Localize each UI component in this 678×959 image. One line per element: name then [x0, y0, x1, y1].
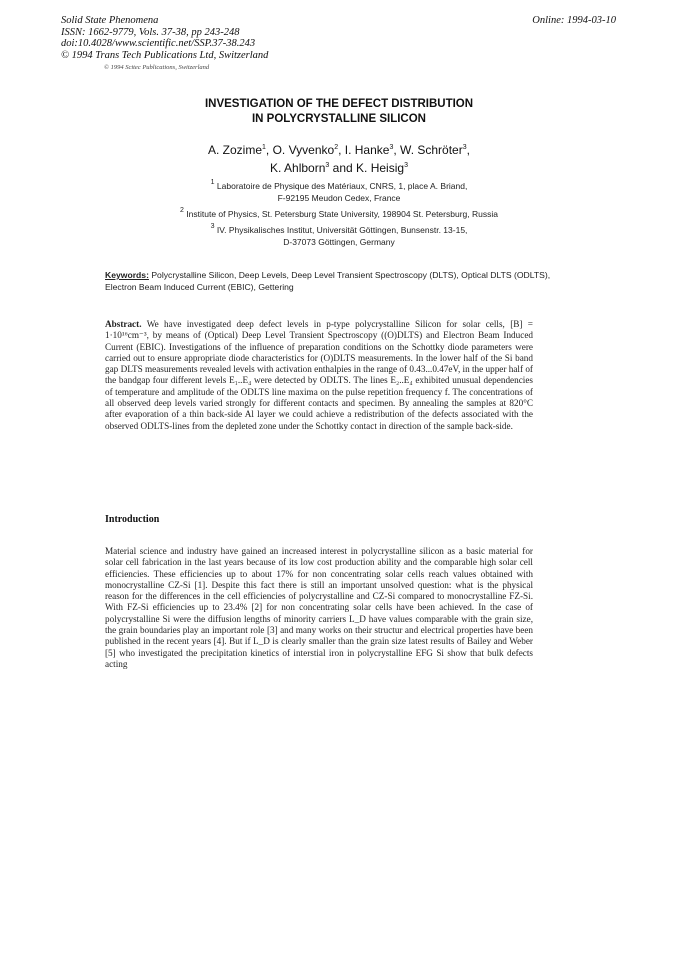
- author-name: I. Hanke: [344, 143, 390, 157]
- introduction-body: Material science and industry have gained an increased interest in polycrystalline silicon as a basic material for solar cell fabrication in the last years because of its low cost production ability and the comparable high solar cell efficiencies. These efficiencies up to about 17% for non concentrating solar cells reach values obtained with monocrystalline CZ-Si [1]. Despite this fact there is still an important unsolved question: what is the physical reason for the differences in the cell efficiencies of polycrystalline and CZ-Si compared to monocrystalline FZ-Si. With FZ-Si efficiencies up to 23.4% [2] for non concentrating solar cells have been achieved. In the case of polycrystalline Si were the diffusion lengths of minority carriers L_D have values comparable with the grain size, the grain boundaries play an important role [3] and many works on their structur and electrical properties have been published in the recent years [4]. But if L_D is clearly smaller than the grain size latest results of Bailey and Weber [5] who investigated the precipitation kinetics of interstial iron in polycrystalline EFG Si show that bulk defects acting: [105, 546, 533, 669]
- author-name: W. Schröter: [400, 143, 463, 157]
- affiliation-text: Laboratoire de Physique des Matériaux, CNRS, 1, place A. Briand,: [216, 181, 468, 191]
- abstract-text: We have investigated deep defect levels in p-type polycrystalline Silicon for solar cells, [B] = 1·10¹⁶cm⁻³, by means of (Optical) Deep Level Transient Spectroscopy ((O)DLTS) and Electron Beam Induced Current (EBIC). Investigations of the influence of preparation conditions on the Schottky diode parameters were carried out to ensure appropriate diode characteristics for (O)DLTS measurements. In the lower half of the Si band gap DLTS measurements revealed levels with activation enthalpies in the range of 0.43...0.47eV, in the upper half of the bandgap four different levels E₁..E₄ were detected by ODLTS. The lines E₂..E₄ exhibited unusual dependencies of temperature and amplitude of the ODLTS line maxima on the pulse repetition frequency f. The concentrations of all observed deep levels varied strongly for different contacts and specimen. By annealing the samples at 820°C after evaporation of a thin back-side Al layer we could achieve a redistribution of the defects associated with the observed ODLTS-lines from the depleted zone under the Schottky contact in direction of the sample back-side.: [105, 319, 533, 431]
- author-affiliation-mark: 2: [334, 144, 339, 151]
- abstract-label: Abstract.: [105, 319, 142, 329]
- paper-title: [0, 97, 678, 127]
- abstract-block: [105, 319, 533, 432]
- journal-header: [61, 15, 268, 61]
- authors-line-1: A. Zozime$^1$, O. Vyvenko$^2$, I. Hanke$^3$, W. Schröter$^3$,: [208, 143, 470, 157]
- title-line-1: INVESTIGATION OF THE DEFECT DISTRIBUTION: [204, 98, 474, 110]
- copyright-line: © 1994 Trans Tech Publications Ltd, Switzerland: [61, 49, 269, 61]
- affiliation-3-line-2: D-37073 Göttingen, Germany: [283, 236, 395, 247]
- authors-line-2: [0, 158, 678, 176]
- author-name: K. Ahlborn: [270, 161, 326, 175]
- keywords-label: Keywords:: [105, 270, 149, 280]
- affiliation-mark: 1: [210, 179, 215, 186]
- author-list: [0, 140, 678, 176]
- author-affiliation-mark: 3: [404, 162, 408, 169]
- author-name: O. Vyvenko: [272, 143, 335, 157]
- author-affiliation-mark: 3: [462, 144, 467, 151]
- affiliation-1: [0, 177, 678, 204]
- affiliation-1-line-1: [0, 177, 678, 193]
- author-name: K. Heisig: [356, 161, 405, 175]
- publisher-stamp: © 1994 Scitec Publications, Switzerland: [104, 64, 210, 71]
- author-conjunction: and: [332, 161, 353, 175]
- journal-name: Solid State Phenomena: [61, 15, 159, 26]
- keywords-text: Polycrystalline Silicon, Deep Levels, Deep Level Transient Spectroscopy (DLTS), Optical DLTS (ODLTS), Electron Beam Induced Current (EBIC), Gettering: [105, 270, 551, 292]
- affiliation-1-line-2: F-92195 Meudon Cedex, France: [277, 192, 401, 203]
- doi-line[interactable]: doi:10.4028/www.scientific.net/SSP.37-38.243: [61, 38, 256, 49]
- section-heading-introduction: Introduction: [105, 514, 160, 525]
- author-affiliation-mark: 3: [389, 144, 394, 151]
- issn-line: ISSN: 1662-9779, Vols. 37-38, pp 243-248: [61, 26, 240, 38]
- author-affiliation-mark: 1: [262, 144, 266, 151]
- online-date: Online: 1994-03-10: [532, 15, 616, 26]
- keywords-block: [105, 270, 575, 293]
- affiliation-3: [0, 221, 678, 248]
- affiliation-3-line-1: [0, 221, 678, 237]
- affiliation-mark: 3: [210, 223, 215, 230]
- affiliation-text: Institute of Physics, St. Petersburg State University, 198904 St. Petersburg, Russia: [186, 209, 498, 219]
- author-name: A. Zozime: [208, 143, 263, 157]
- affiliation-mark: 2: [180, 207, 184, 214]
- affiliation-text: IV. Physikalisches Institut, Universität Göttingen, Bunsenstr. 13-15,: [216, 225, 468, 235]
- title-line-2: IN POLYCRYSTALLINE SILICON: [251, 113, 426, 125]
- affiliation-2: [0, 205, 678, 221]
- author-affiliation-mark: 3: [325, 162, 330, 169]
